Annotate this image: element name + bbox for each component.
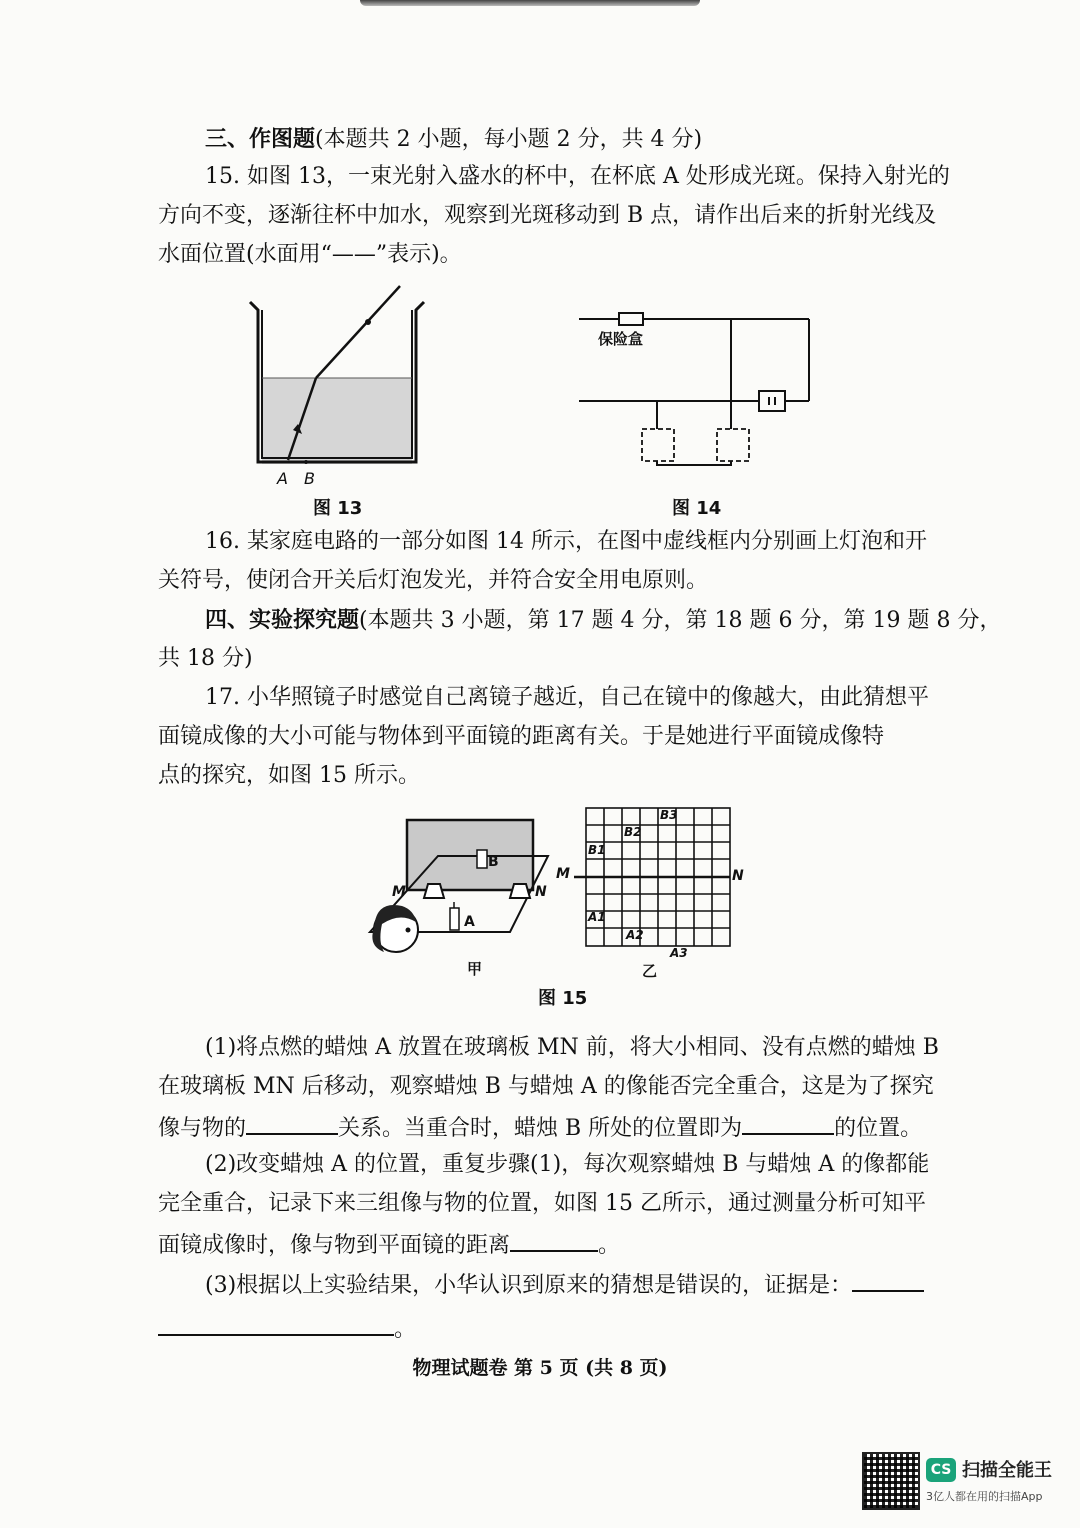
q17-3-line-2: 。 — [158, 1312, 416, 1345]
answer-blank-5[interactable] — [158, 1312, 394, 1336]
fig15-label-m: M — [392, 884, 406, 900]
q15-line-1: 15. 如图 13，一束光射入盛水的杯中，在杯底 A 处形成光斑。保持入射光的 — [205, 164, 950, 189]
grid-label-n: N — [732, 868, 744, 884]
q17-1-line-1: (1)将点燃的蜡烛 A 放置在玻璃板 MN 前，将大小相同、没有点燃的蜡烛 B — [205, 1035, 939, 1060]
q15-line-3: 水面位置(水面用“——”表示)。 — [158, 242, 462, 267]
grid-label-b3: B3 — [660, 808, 678, 822]
q17-2-line-1: (2)改变蜡烛 A 的位置，重复步骤(1)，每次观察蜡烛 B 与蜡烛 A 的像都能 — [205, 1152, 930, 1177]
girl-eye — [406, 928, 411, 933]
answer-blank-3[interactable] — [510, 1228, 598, 1252]
grid-label-a3: A3 — [670, 946, 688, 960]
section4-heading: 四、实验探究题(本题共 3 小题，第 17 题 4 分，第 18 题 6 分，第 19 题 8 分， — [205, 607, 1002, 633]
fig15-candle-a-label: A — [464, 914, 475, 930]
incident-ray — [316, 286, 400, 378]
grid-label-a1: A1 — [588, 910, 606, 924]
qr-code-icon — [862, 1452, 920, 1510]
answer-blank-4[interactable] — [852, 1268, 924, 1292]
cs-logo-icon: CS — [926, 1458, 956, 1482]
fig15-label-n: N — [535, 884, 547, 900]
fig15-candle-b-label: B — [488, 854, 499, 870]
scanner-watermark — [862, 1452, 1062, 1512]
point-b-dot — [304, 460, 308, 464]
answer-blank-2[interactable] — [742, 1111, 834, 1135]
section3-heading: 三、作图题(本题共 2 小题，每小题 2 分，共 4 分) — [205, 126, 703, 152]
fig13-caption: 图 13 — [313, 498, 363, 519]
q17-1-line-3: 像与物的 关系。当重合时，蜡烛 B 所处的位置即为 的位置。 — [158, 1111, 922, 1144]
watermark-sub: 3亿人都在用的扫描App — [926, 1490, 1043, 1503]
q17-2-line-2: 完全重合，记录下来三组像与物的位置，如图 15 乙所示，通过测量分析可知平 — [158, 1191, 926, 1216]
q17-1-line-2: 在玻璃板 MN 后移动，观察蜡烛 B 与蜡烛 A 的像能否完全重合，这是为了探究 — [158, 1074, 934, 1099]
grid-label-b1: B1 — [588, 843, 606, 857]
q17-line-1: 17. 小华照镜子时感觉自己离镜子越近，自己在镜中的像越大，由此猜想平 — [205, 685, 929, 710]
grid-label-b2: B2 — [624, 825, 642, 839]
socket — [759, 391, 785, 411]
water — [262, 378, 412, 464]
fig15-right-caption: 乙 — [642, 962, 658, 980]
scan-edge-mark — [360, 0, 700, 6]
answer-blank-1[interactable] — [246, 1111, 338, 1135]
q16-line-1: 16. 某家庭电路的一部分如图 14 所示，在图中虚线框内分别画上灯泡和开 — [205, 529, 927, 554]
grid-label-a2: A2 — [626, 928, 644, 942]
grid-label-m: M — [556, 866, 570, 882]
dashed-box-right — [717, 429, 749, 461]
fig13-label-a: A — [277, 469, 288, 488]
q17-line-2: 面镜成像的大小可能与物体到平面镜的距离有关。于是她进行平面镜成像特 — [158, 724, 885, 749]
stand-right — [510, 884, 530, 898]
q17-2-line-3: 面镜成像时，像与物到平面镜的距离 。 — [158, 1228, 620, 1261]
figure-13 — [240, 282, 430, 482]
fig13-label-b: B — [304, 469, 315, 488]
fig15-left-caption: 甲 — [467, 960, 483, 978]
page-footer: 物理试题卷 第 5 页 (共 8 页) — [412, 1357, 668, 1379]
watermark-name: 扫描全能王 — [962, 1460, 1052, 1481]
q17-line-3: 点的探究，如图 15 所示。 — [158, 763, 420, 788]
q16-line-2: 关符号，使闭合开关后灯泡发光，并符合安全用电原则。 — [158, 568, 709, 593]
q17-3-line-1: (3)根据以上实验结果，小华认识到原来的猜想是错误的，证据是： — [205, 1268, 924, 1301]
ray-arrow-dot — [365, 319, 371, 325]
fig15-caption: 图 15 — [538, 988, 588, 1009]
stand-left — [424, 884, 444, 898]
fig14-caption: 图 14 — [672, 498, 722, 519]
figure-15-right — [560, 804, 750, 954]
fuse-box — [619, 313, 643, 325]
q15-line-2: 方向不变，逐渐往杯中加水，观察到光斑移动到 B 点，请作出后来的折射光线及 — [158, 203, 937, 228]
candle-b — [477, 850, 487, 868]
dashed-box-left — [642, 429, 674, 461]
bottom-link — [657, 461, 731, 465]
fuse-label: 保险盒 — [598, 330, 644, 348]
section4-heading-cont: 共 18 分) — [158, 646, 253, 671]
candle-a — [450, 908, 459, 930]
